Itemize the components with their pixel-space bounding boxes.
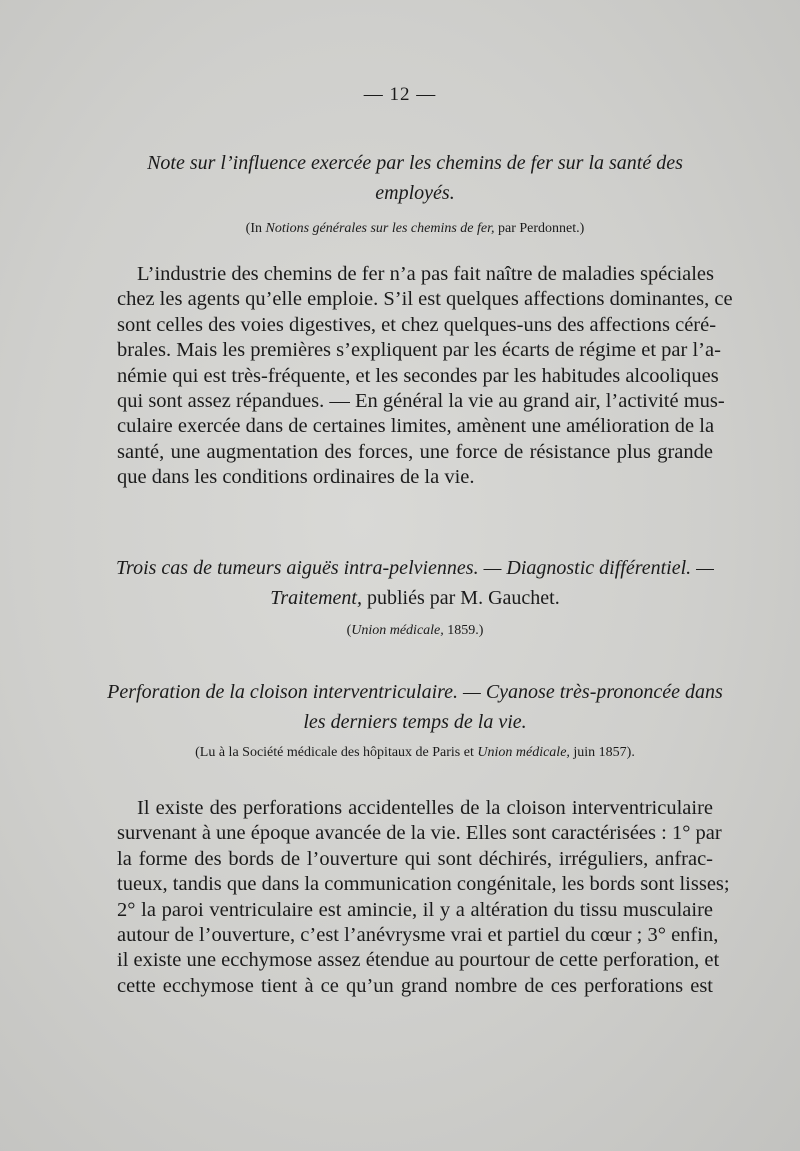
paragraph-line: autour de l’ouverture, c’est l’anévrysme vrai et partiel du cœur ; 3° enfin, — [117, 924, 719, 947]
section2-title-line1: Trois cas de tumeurs aiguës intra-pelviennes. — Diagnostic différentiel. — — [116, 557, 714, 579]
paragraph-line: chez les agents qu’elle emploie. S’il est quelques affections dominantes, ce — [117, 288, 733, 311]
section2-source — [105, 622, 725, 640]
section1-title-line1: Note sur l’influence exercée par les chemins de fer sur la santé des — [147, 152, 683, 174]
section3-paragraph — [117, 796, 730, 999]
section3-title-line1: Perforation de la cloison interventriculaire. — Cyanose très-prononcée dans — [107, 681, 723, 703]
paragraph-line: brales. Mais les premières s’expliquent par les écarts de régime et par l’a- — [117, 339, 721, 362]
section1-source-suffix: par Perdonnet.) — [494, 221, 585, 236]
paragraph-line: Il existe des perforations accidentelles de la cloison interventriculaire — [137, 797, 713, 819]
paragraph-line: qui sont assez répandues. — En général la vie au grand air, l’activité mus- — [117, 390, 725, 413]
section3-source — [105, 744, 725, 762]
section3-source-prefix: (Lu à la Société médicale des hôpitaux de Paris et — [195, 745, 478, 760]
section2-source-prefix: ( — [346, 623, 352, 638]
paragraph-line: survenant à une époque avancée de la vie. Elles sont caractérisées : 1° par — [117, 822, 722, 845]
section2-title-italic: Traitement, — [270, 587, 362, 609]
section1-title-line2: employés. — [375, 182, 455, 204]
paragraph-line: il existe une ecchymose assez étendue au pourtour de cette perforation, et — [117, 949, 720, 972]
section3-title-line2: les derniers temps de la vie. — [303, 711, 527, 733]
section2-source-suffix: 1859.) — [443, 623, 484, 638]
paragraph-line: cette ecchymose tient à ce qu’un grand nombre de ces perforations est — [117, 974, 713, 997]
paragraph-line: que dans les conditions ordinaires de la vie. — [117, 466, 475, 489]
paragraph-line: 2° la paroi ventriculaire est amincie, il y a altération du tissu musculaire — [117, 898, 713, 921]
section3-source-work: Union médicale, — [477, 745, 570, 760]
section2-source-work: Union médicale, — [351, 623, 444, 638]
paragraph-line: némie qui est très-fréquente, et les secondes par les habitudes alcooliques — [117, 364, 719, 387]
paragraph-line: la forme des bords de l’ouverture qui sont déchirés, irréguliers, anfrac- — [117, 847, 713, 870]
section2-title — [105, 553, 725, 613]
paragraph-line: sont celles des voies digestives, et chez quelques-uns des affections céré- — [117, 313, 717, 336]
section3-source-suffix: juin 1857). — [569, 745, 635, 760]
paragraph-line: culaire exercée dans de certaines limites, amènent une amélioration de la — [117, 415, 715, 438]
section2-title-line2 — [105, 583, 725, 613]
paragraph-line: L’industrie des chemins de fer n’a pas fait naître de maladies spéciales — [137, 263, 715, 285]
page-number: — 12 — — [363, 84, 437, 105]
section3-title — [105, 677, 725, 737]
section1-source-work: Notions générales sur les chemins de fer, — [265, 221, 495, 236]
section1-source — [105, 220, 725, 238]
section2-title-author: publiés par M. Gauchet. — [361, 587, 560, 609]
paragraph-line: tueux, tandis que dans la communication congénitale, les bords sont lisses; — [117, 873, 730, 896]
section1-source-prefix: (In — [245, 221, 266, 236]
section1-title — [105, 148, 725, 208]
section1-paragraph — [117, 262, 733, 491]
paragraph-line: santé, une augmentation des forces, une force de résistance plus grande — [117, 440, 713, 463]
